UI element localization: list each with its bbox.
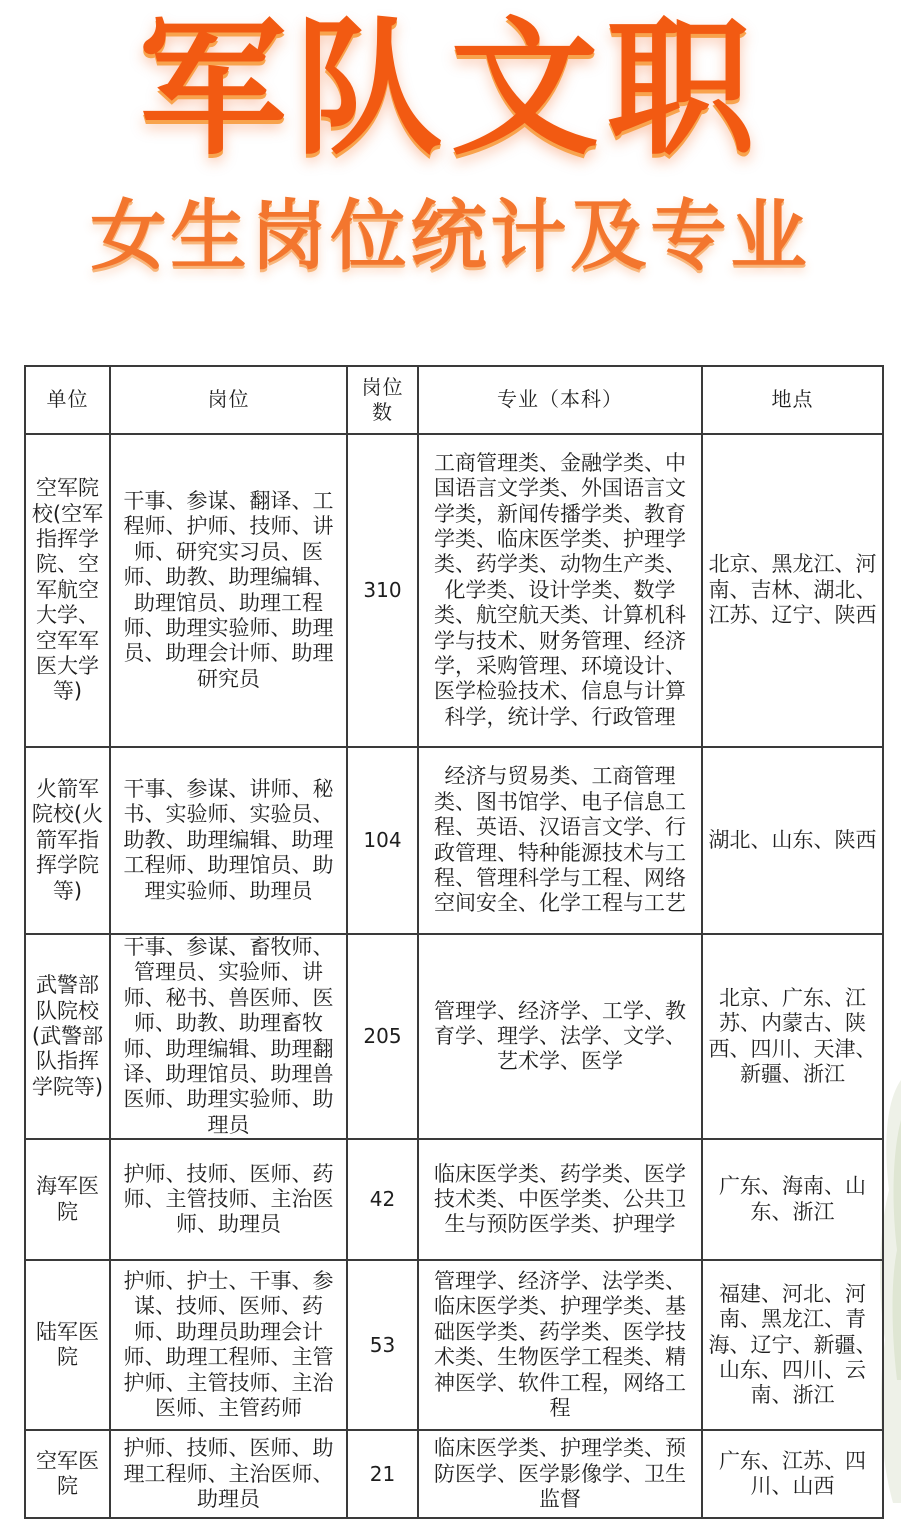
header-position: 岗位 <box>110 366 347 434</box>
table-row <box>25 1139 883 1260</box>
unit-cell: 火箭军院校(火箭军指挥学院等) <box>25 747 110 934</box>
count-cell: 310 <box>347 434 418 747</box>
table-row <box>25 934 883 1139</box>
positions-cell: 干事、参谋、讲师、秘书、实验师、实验员、助教、助理编辑、助理工程师、助理馆员、助理实验师、助理员 <box>110 747 347 934</box>
positions-cell: 干事、参谋、畜牧师、管理员、实验师、讲师、秘书、兽医师、医师、助教、助理畜牧师、助理编辑、助理翻译、助理馆员、助理兽医师、助理实验师、助理员 <box>110 934 347 1139</box>
locations-cell: 北京、黑龙江、河南、吉林、湖北、江苏、辽宁、陕西 <box>702 434 883 747</box>
header-count: 岗位数 <box>347 366 418 434</box>
positions-cell: 干事、参谋、翻译、工程师、护师、技师、讲师、研究实习员、医师、助教、助理编辑、助理馆员、助理工程师、助理实验师、助理员、助理会计师、助理研究员 <box>110 434 347 747</box>
table-row <box>25 434 883 747</box>
table-row <box>25 747 883 934</box>
main-title: 军队文职 <box>138 3 763 175</box>
majors-cell: 经济与贸易类、工商管理类、图书馆学、电子信息工程、英语、汉语言文学、行政管理、特种能源技术与工程、管理科学与工程、网络空间安全、化学工程与工艺 <box>418 747 702 934</box>
majors-cell: 管理学、经济学、法学类、临床医学类、护理学类、基础医学类、药学类、医学技术类、生物医学工程类、精神医学、软件工程，网络工程 <box>418 1260 702 1430</box>
header-unit: 单位 <box>25 366 110 434</box>
unit-cell: 空军医院 <box>25 1430 110 1518</box>
positions-cell: 护师、技师、医师、助理工程师、主治医师、助理员 <box>110 1430 347 1518</box>
positions-table <box>24 365 884 1519</box>
unit-cell: 海军医院 <box>25 1139 110 1260</box>
locations-cell: 广东、海南、山东、浙江 <box>702 1139 883 1260</box>
table-row <box>25 1430 883 1518</box>
majors-cell: 工商管理类、金融学类、中国语言文学类、外国语言文学类，新闻传播学类、教育学类、临床医学类、护理学类、药学类、动物生产类、化学类、设计学类、数学类、航空航天类、计算机科学与技术、财务管理、经济学，采购管理、环境设计、医学检验技术、信息与计算科学，统计学、行政管理 <box>418 434 702 747</box>
count-cell: 21 <box>347 1430 418 1518</box>
majors-cell: 管理学、经济学、工学、教育学、理学、法学、文学、艺术学、医学 <box>418 934 702 1139</box>
unit-cell: 武警部队院校(武警部队指挥学院等) <box>25 934 110 1139</box>
locations-cell: 福建、河北、河南、黑龙江、青海、辽宁、新疆、山东、四川、云南、浙江 <box>702 1260 883 1430</box>
majors-cell: 临床医学类、护理学类、预防医学、医学影像学、卫生监督 <box>418 1430 702 1518</box>
positions-table-container <box>24 365 882 1519</box>
majors-cell: 临床医学类、药学类、医学技术类、中医学类、公共卫生与预防医学类、护理学 <box>418 1139 702 1260</box>
unit-cell: 空军院校(空军指挥学院、空军航空大学、空军军医大学等) <box>25 434 110 747</box>
locations-cell: 湖北、山东、陕西 <box>702 747 883 934</box>
locations-cell: 广东、江苏、四川、山西 <box>702 1430 883 1518</box>
count-cell: 53 <box>347 1260 418 1430</box>
positions-cell: 护师、技师、医师、药师、主管技师、主治医师、助理员 <box>110 1139 347 1260</box>
count-cell: 104 <box>347 747 418 934</box>
locations-cell: 北京、广东、江苏、内蒙古、陕西、四川、天津、新疆、浙江 <box>702 934 883 1139</box>
table-row <box>25 1260 883 1430</box>
header-location: 地点 <box>702 366 883 434</box>
table-header-row <box>25 366 883 434</box>
count-cell: 42 <box>347 1139 418 1260</box>
sub-title: 女生岗位统计及专业 <box>90 191 811 280</box>
header-major: 专业（本科） <box>418 366 702 434</box>
unit-cell: 陆军医院 <box>25 1260 110 1430</box>
positions-cell: 护师、护士、干事、参谋、技师、医师、药师、助理员助理会计师、助理工程师、主管护师、主管技师、主治医师、主管药师 <box>110 1260 347 1430</box>
count-cell: 205 <box>347 934 418 1139</box>
